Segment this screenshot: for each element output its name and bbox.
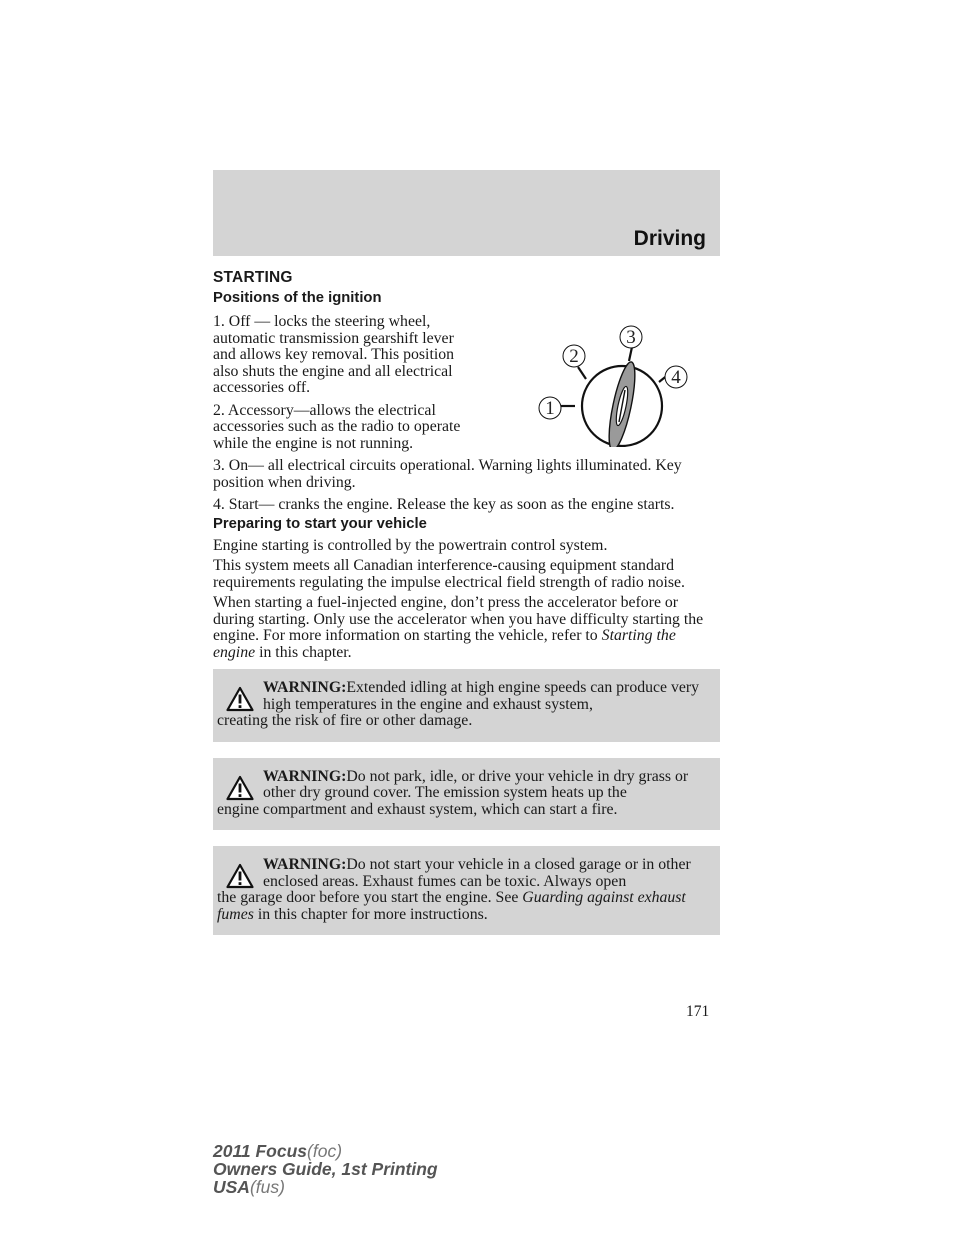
warning-label: WARNING: — [263, 856, 347, 873]
warning-box: WARNING:Do not start your vehicle in a closed garage or in other enclosed areas. Exhaust fumes can be toxic. Always open the garage door before you start the engine. See Guarding against exhaust fumes in this chapter for more instructions. — [213, 846, 720, 935]
warning-triangle-icon — [226, 775, 254, 801]
paragraph-fuel-injected: When starting a fuel-injected engine, don’t press the accelerator before or during starting. Only use the accelerator when you have difficulty starting the engine. For more information on starting the vehicle, refer to Starting the engine in this chapter. — [213, 594, 704, 661]
warning-triangle-icon — [226, 863, 254, 889]
ignition-diagram — [523, 322, 698, 447]
warning-box: WARNING:Extended idling at high engine speeds can produce very high temperatures in the engine and exhaust system, creating the risk of fire or other damage. — [213, 669, 720, 742]
warning-label: WARNING: — [263, 767, 347, 785]
starting-engine-reference: Starting the engine — [213, 627, 676, 661]
ignition-heading: Positions of the ignition — [213, 290, 382, 306]
page-number: 171 — [686, 1003, 710, 1020]
position-label-4: 4 — [671, 367, 681, 388]
page-content — [213, 268, 720, 935]
warning-box: WARNING:Do not park, idle, or drive your vehicle in dry grass or other dry ground cover. The emission system heats up the engine compartment and exhaust system, which can start a fire. — [213, 758, 720, 831]
position-label-2: 2 — [569, 346, 579, 367]
chapter-title: Driving — [633, 227, 706, 250]
warning-label: WARNING: — [263, 679, 347, 696]
position-off: 1. Off — locks the steering wheel, automatic transmission gearshift lever and allows key removal. This position also shuts the engine and all electrical accessories off. — [213, 313, 455, 396]
exhaust-fumes-reference: Guarding against exhaust fumes — [217, 889, 686, 923]
chapter-header — [213, 170, 720, 256]
position-label-3: 3 — [626, 327, 636, 348]
warning-triangle-icon — [226, 686, 254, 712]
position-start: 4. Start— cranks the engine. Release the key as soon as the engine starts. — [213, 496, 675, 513]
position-accessory: 2. Accessory—allows the electrical accessories such as the radio to operate while the engine is not running. — [213, 401, 461, 452]
preparing-heading: Preparing to start your vehicle — [213, 515, 427, 532]
paragraph-powertrain: Engine starting is controlled by the powertrain control system. — [213, 536, 608, 554]
paragraph-canadian: This system meets all Canadian interference-causing equipment standard requirements regulating the impulse electrical field strength of radio noise. — [213, 557, 685, 591]
document-footer: 2011 Focus(foc) Owners Guide, 1st Printing USA(fus) — [213, 1141, 438, 1197]
position-label-1: 1 — [545, 398, 555, 419]
position-on: 3. On— all electrical circuits operational. Warning lights illuminated. Key position when driving. — [213, 457, 682, 491]
section-title: STARTING — [213, 269, 293, 286]
